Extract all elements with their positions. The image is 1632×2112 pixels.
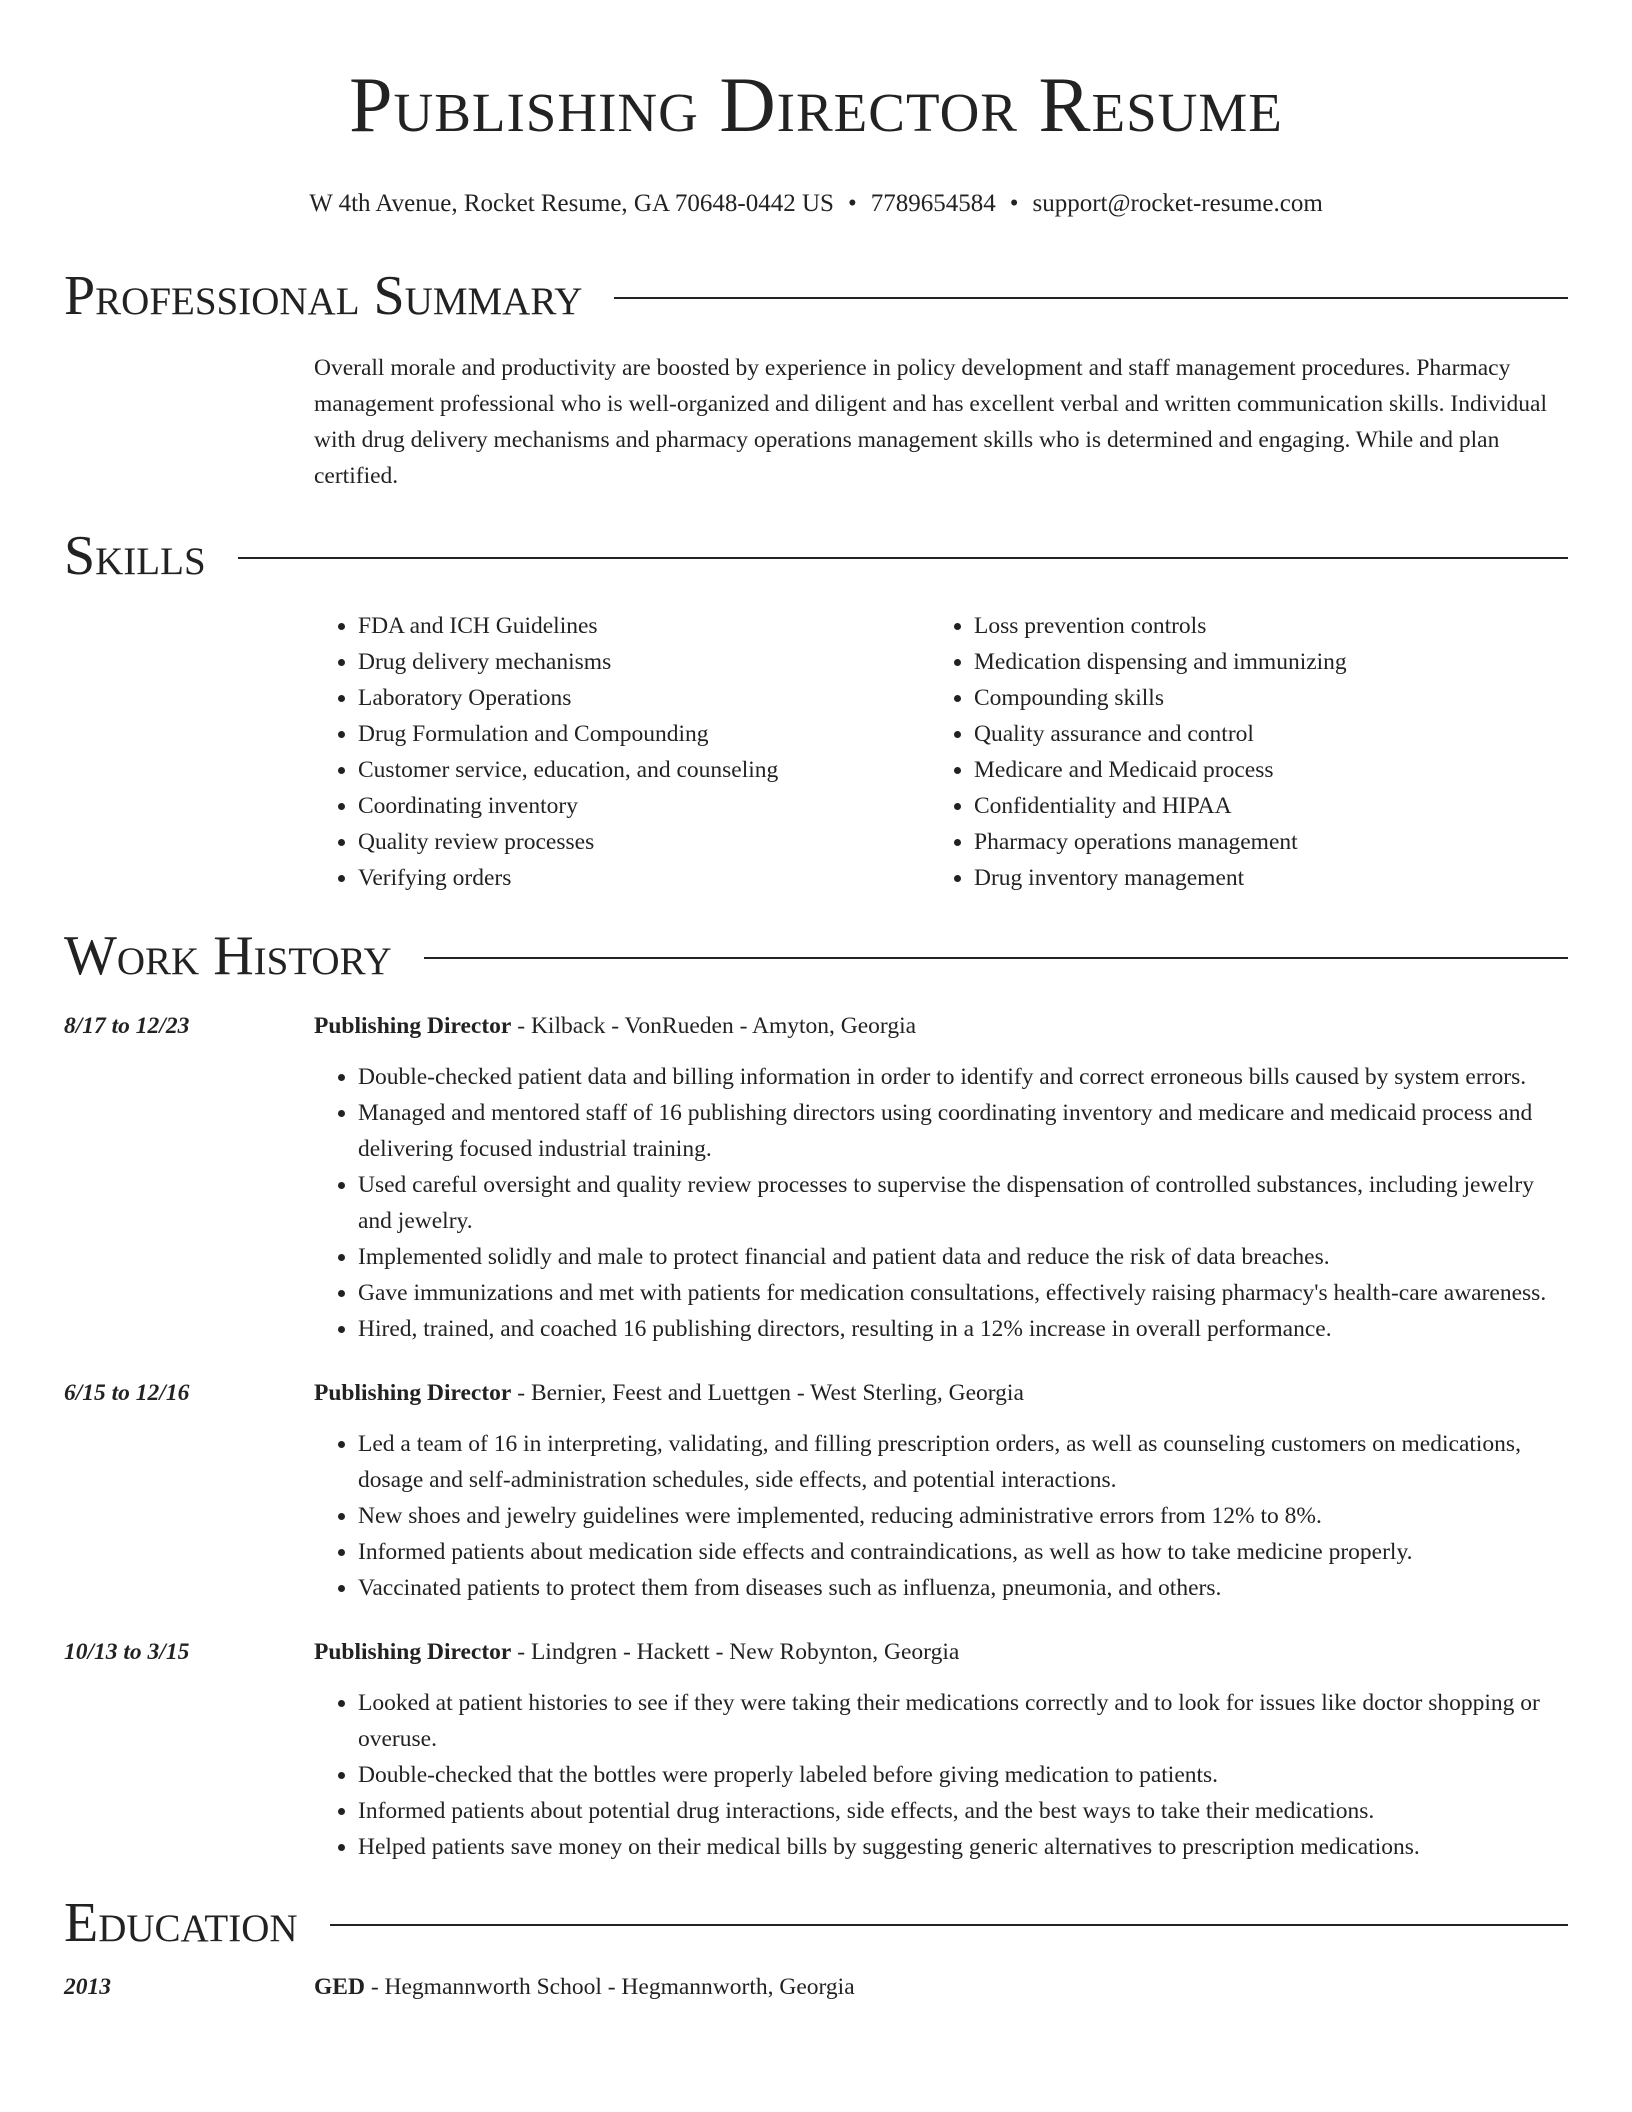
education-school: - Hegmannworth School - Hegmannworth, Georgia	[364, 1974, 855, 2000]
job-bullet: • Looked at patient histories to see if they were taking their medications correctly and to look for issues like doctor shopping or overuse.	[358, 1685, 1568, 1757]
skill-item: • Quality review processes	[358, 824, 930, 860]
job-title: Publishing Director	[314, 1639, 512, 1665]
skill-item: • Verifying orders	[358, 860, 930, 896]
summary-text: Overall morale and productivity are boosted by experience in policy development and staff management procedures. Pharmacy management professional who is well-organized and diligent and has excellent verbal and written communication skills. Individual with drug delivery mechanisms and pharmacy operations management skills who is determined and engaging. While and plan certified.	[314, 355, 1547, 489]
job-title: Publishing Director	[314, 1013, 512, 1039]
skills-heading: Skills	[64, 525, 206, 587]
skill-item: • Pharmacy operations management	[974, 824, 1546, 860]
job-heading	[314, 1375, 1568, 1411]
skill-item: • Confidentiality and HIPAA	[974, 788, 1546, 824]
job-heading	[314, 1634, 1568, 1670]
page-title: Publishing Director Resume	[349, 61, 1283, 148]
skills-column-right	[930, 608, 1546, 896]
job-employer: - Kilback - VonRueden - Amyton, Georgia	[511, 1013, 917, 1039]
job-entry	[64, 1375, 1568, 1606]
job-bullet: • Helped patients save money on their medical bills by suggesting generic alternatives to prescription medications.	[358, 1829, 1568, 1865]
job-entry	[64, 1634, 1568, 1865]
work-heading: Work History	[64, 925, 392, 987]
job-bullets	[314, 1059, 1568, 1347]
skill-item: • Medicare and Medicaid process	[974, 752, 1546, 788]
contact-email: support@rocket-resume.com	[1032, 190, 1323, 217]
job-bullets	[314, 1426, 1568, 1606]
job-entry	[64, 1008, 1568, 1347]
job-bullet: • Informed patients about medication side effects and contraindications, as well as how to take medicine properly.	[358, 1534, 1568, 1570]
skill-item: • Compounding skills	[974, 680, 1546, 716]
education-degree: GED	[314, 1974, 365, 2000]
skill-item: • Drug Formulation and Compounding	[358, 716, 930, 752]
skill-item: • Drug delivery mechanisms	[358, 644, 930, 680]
education-heading: Education	[64, 1892, 298, 1954]
job-dates: 8/17 to 12/23	[64, 1013, 190, 1039]
job-bullet: • Led a team of 16 in interpreting, validating, and filling prescription orders, as well as counseling customers on medications, dosage and self-administration schedules, side effects, and potential interactions.	[358, 1426, 1568, 1498]
job-bullet: • Informed patients about potential drug interactions, side effects, and the best ways to take their medications.	[358, 1793, 1568, 1829]
skill-item: • Customer service, education, and counseling	[358, 752, 930, 788]
work-section-header	[64, 924, 1568, 988]
skill-item: • Medication dispensing and immunizing	[974, 644, 1546, 680]
job-bullets	[314, 1685, 1568, 1865]
education-heading-line	[314, 1969, 1568, 2005]
contact-phone: 7789654584	[870, 190, 996, 217]
section-divider	[424, 957, 1568, 959]
job-dates: 6/15 to 12/16	[64, 1380, 190, 1406]
summary-heading: Professional Summary	[64, 265, 583, 327]
job-bullet: • Used careful oversight and quality review processes to supervise the dispensation of controlled substances, including jewelry and jewelry.	[358, 1167, 1568, 1239]
skills-section-header	[64, 524, 1568, 588]
contact-line	[64, 188, 1568, 220]
job-dates: 10/13 to 3/15	[64, 1639, 190, 1665]
job-bullet: • New shoes and jewelry guidelines were implemented, reducing administrative errors from 12% to 8%.	[358, 1498, 1568, 1534]
skill-item: • Quality assurance and control	[974, 716, 1546, 752]
skills-list	[314, 608, 1568, 896]
job-employer: - Bernier, Feest and Luettgen - West Sterling, Georgia	[511, 1380, 1024, 1406]
section-divider	[238, 557, 1568, 559]
summary-section-header	[64, 264, 1568, 328]
skill-item: • Laboratory Operations	[358, 680, 930, 716]
skill-item: • Coordinating inventory	[358, 788, 930, 824]
education-year: 2013	[64, 1974, 111, 2000]
skill-item: • Drug inventory management	[974, 860, 1546, 896]
job-bullet: • Managed and mentored staff of 16 publishing directors using coordinating inventory and medicare and medicaid process and delivering focused industrial training.	[358, 1095, 1568, 1167]
job-employer: - Lindgren - Hackett - New Robynton, Georgia	[511, 1639, 960, 1665]
job-bullet: • Hired, trained, and coached 16 publishing directors, resulting in a 12% increase in overall performance.	[358, 1311, 1568, 1347]
skills-column-left	[314, 608, 930, 896]
skill-item: • FDA and ICH Guidelines	[358, 608, 930, 644]
work-history-list	[64, 1008, 1568, 1865]
contact-address: W 4th Avenue, Rocket Resume, GA 70648-0442 US	[309, 190, 834, 217]
job-bullet: • Gave immunizations and met with patients for medication consultations, effectively raising pharmacy's health-care awareness.	[358, 1275, 1568, 1311]
job-bullet: • Vaccinated patients to protect them from diseases such as influenza, pneumonia, and others.	[358, 1570, 1568, 1606]
job-title: Publishing Director	[314, 1380, 512, 1406]
section-divider	[330, 1924, 1568, 1926]
section-divider	[614, 297, 1568, 299]
education-section-header	[64, 1891, 1568, 1955]
job-bullet: • Double-checked patient data and billing information in order to identify and correct erroneous bills caused by system errors.	[358, 1059, 1568, 1095]
education-entry	[64, 1969, 1568, 2005]
job-bullet: • Double-checked that the bottles were properly labeled before giving medication to patients.	[358, 1757, 1568, 1793]
skill-item: • Loss prevention controls	[974, 608, 1546, 644]
job-bullet: • Implemented solidly and male to protect financial and patient data and reduce the risk of data breaches.	[358, 1239, 1568, 1275]
job-heading	[314, 1008, 1568, 1044]
contact-separator: •	[847, 190, 857, 217]
contact-separator: •	[1009, 190, 1019, 217]
